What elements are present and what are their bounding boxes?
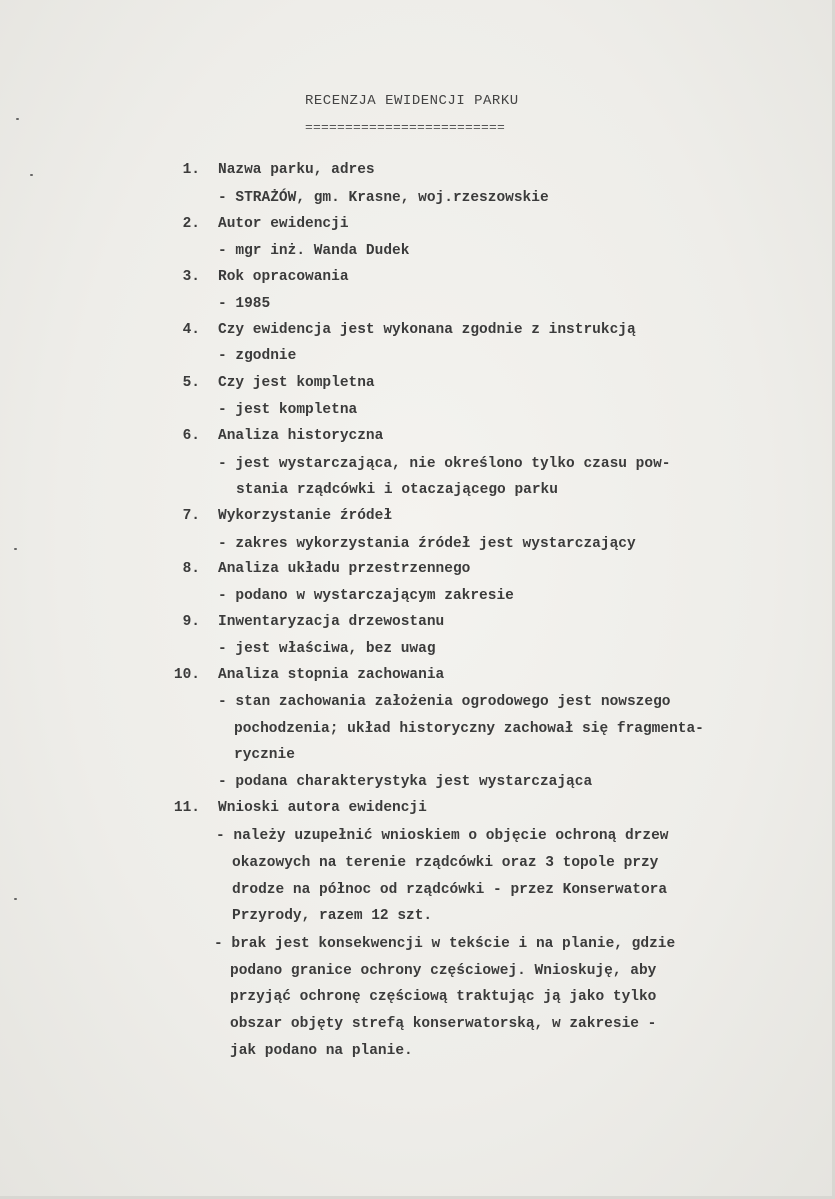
margin-mark — [30, 174, 33, 176]
item-label: Autor ewidencji — [218, 216, 349, 232]
item-detail: rycznie — [234, 747, 295, 763]
item-detail: - podana charakterystyka jest wystarczająca — [218, 774, 593, 790]
item-number: 3. — [182, 269, 200, 285]
item-number: 1. — [182, 162, 200, 178]
margin-mark — [14, 898, 17, 900]
item-detail: okazowych na terenie rządcówki oraz 3 topole przy — [232, 855, 659, 871]
item-detail: - należy uzupełnić wnioskiem o objęcie ochroną drzew — [216, 828, 669, 844]
item-label: Czy ewidencja jest wykonana zgodnie z instrukcją — [218, 322, 636, 338]
item-detail: stania rządcówki i otaczającego parku — [236, 482, 558, 498]
item-number: 8. — [182, 561, 200, 577]
item-number: 10. — [173, 667, 200, 683]
item-number: 9. — [182, 614, 200, 630]
item-number: 6. — [182, 428, 200, 444]
item-number: 4. — [182, 322, 200, 338]
item-label: Wykorzystanie źródeł — [218, 508, 393, 524]
item-label: Nazwa parku, adres — [218, 162, 375, 178]
title-underline: ========================= — [305, 120, 506, 135]
item-detail: obszar objęty strefą konserwatorską, w zakresie - — [230, 1016, 657, 1032]
margin-mark — [14, 548, 17, 550]
item-number: 11. — [173, 800, 200, 816]
document-title: RECENZJA EWIDENCJI PARKU — [305, 93, 519, 109]
item-label: Analiza historyczna — [218, 428, 384, 444]
item-detail: - zakres wykorzystania źródeł jest wystarczający — [218, 536, 636, 552]
item-detail: - zgodnie — [218, 348, 297, 364]
item-number: 2. — [182, 216, 200, 232]
item-detail: - stan zachowania założenia ogrodowego jest nowszego — [218, 694, 671, 710]
item-detail: - mgr inż. Wanda Dudek — [218, 243, 410, 259]
item-label: Czy jest kompletna — [218, 375, 375, 391]
item-detail: - 1985 — [218, 296, 271, 312]
item-detail: - brak jest konsekwencji w tekście i na planie, gdzie — [214, 936, 676, 952]
item-label: Inwentaryzacja drzewostanu — [218, 614, 445, 630]
item-detail: - jest wystarczająca, nie określono tylko czasu pow- — [218, 456, 671, 472]
item-detail: podano granice ochrony częściowej. Wnioskuję, aby — [230, 963, 657, 979]
item-detail: Przyrody, razem 12 szt. — [232, 908, 433, 924]
item-label: Wnioski autora ewidencji — [218, 800, 427, 816]
item-detail: - STRAŻÓW, gm. Krasne, woj.rzeszowskie — [218, 190, 549, 206]
item-detail: - podano w wystarczającym zakresie — [218, 588, 514, 604]
item-label: Analiza stopnia zachowania — [218, 667, 445, 683]
item-detail: - jest kompletna — [218, 402, 358, 418]
item-detail: jak podano na planie. — [230, 1043, 413, 1059]
margin-mark — [16, 118, 19, 120]
item-detail: - jest właściwa, bez uwag — [218, 641, 436, 657]
item-number: 7. — [182, 508, 200, 524]
item-detail: drodze na północ od rządcówki - przez Konserwatora — [232, 882, 668, 898]
item-label: Rok opracowania — [218, 269, 349, 285]
item-label: Analiza układu przestrzennego — [218, 561, 471, 577]
item-number: 5. — [182, 375, 200, 391]
item-detail: pochodzenia; układ historyczny zachował się fragmenta- — [234, 721, 704, 737]
item-detail: przyjąć ochronę częściową traktując ją jako tylko — [230, 989, 657, 1005]
